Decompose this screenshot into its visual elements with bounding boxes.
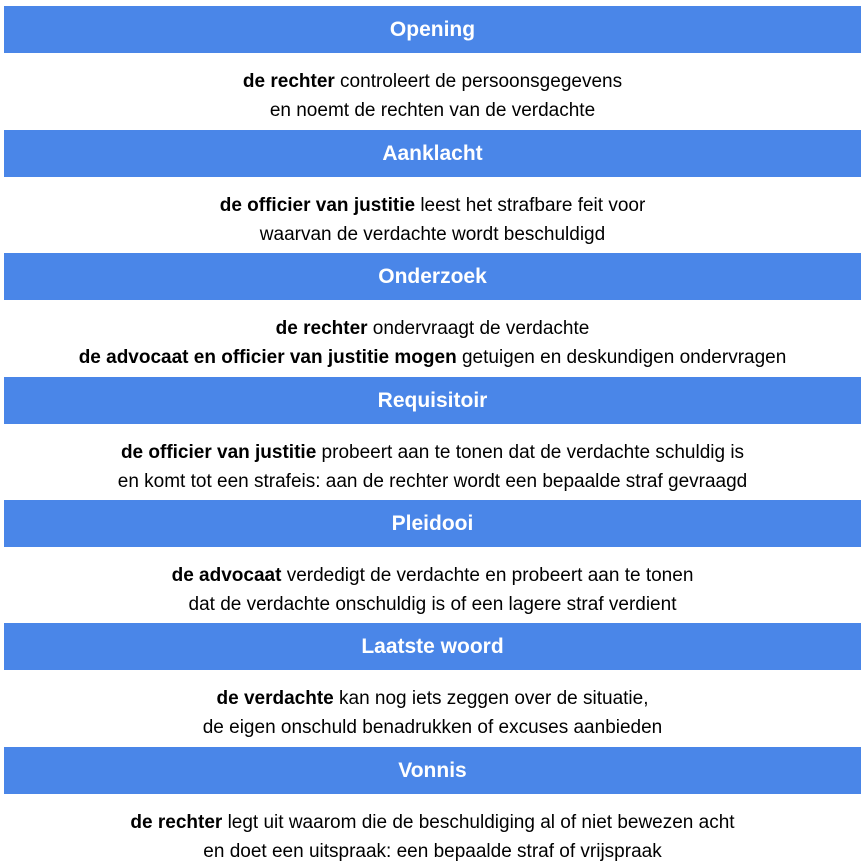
description-line [0,438,865,467]
actor-text: de advocaat en officier van justitie mogen [78,347,457,368]
step-title: Laatste woord [4,623,861,670]
description-line [0,67,865,96]
description-line [0,314,865,343]
description-line [0,837,865,866]
description-line [0,343,865,372]
action-text: en doet een uitspraak: een bepaalde straf of vrijspraak [203,841,662,862]
action-text: dat de verdachte onschuldig is of een lagere straf verdient [188,594,677,615]
step-description [0,684,865,742]
step-description [0,191,865,249]
step-title: Requisitoir [4,377,861,424]
actor-text: de rechter [130,812,223,833]
actor-text: de verdachte [216,688,334,709]
step-title: Pleidooi [4,500,861,547]
action-text: kan nog iets zeggen over de situatie, [333,688,649,709]
action-text: getuigen en deskundigen ondervragen [456,347,787,368]
step-title: Onderzoek [4,253,861,300]
description-line [0,467,865,496]
actor-text: de officier van justitie [219,195,416,216]
description-line [0,684,865,713]
action-text: legt uit waarom die de beschuldiging al of niet bewezen acht [222,812,735,833]
description-line [0,191,865,220]
action-text: verdedigt de verdachte en probeert aan te tonen [281,565,694,586]
description-line [0,220,865,249]
action-text: ondervraagt de verdachte [367,318,590,339]
description-line [0,561,865,590]
actor-text: de officier van justitie [120,442,317,463]
description-line [0,590,865,619]
action-text: leest het strafbare feit voor [415,195,646,216]
step-description [0,808,865,866]
actor-text: de advocaat [171,565,282,586]
step-description [0,314,865,372]
step-title: Opening [4,6,861,53]
description-line [0,96,865,125]
actor-text: de rechter [275,318,368,339]
step-title: Aanklacht [4,130,861,177]
action-text: controleert de persoonsgegevens [334,71,623,92]
step-description [0,438,865,496]
description-line [0,713,865,742]
action-text: de eigen onschuld benadrukken of excuses aanbieden [202,717,663,738]
action-text: probeert aan te tonen dat de verdachte schuldig is [316,442,745,463]
action-text: en noemt de rechten van de verdachte [269,100,596,121]
action-text: en komt tot een strafeis: aan de rechter wordt een bepaalde straf gevraagd [117,471,748,492]
step-title: Vonnis [4,747,861,794]
step-description [0,561,865,619]
step-description [0,67,865,125]
description-line [0,808,865,837]
actor-text: de rechter [242,71,335,92]
action-text: waarvan de verdachte wordt beschuldigd [259,224,606,245]
